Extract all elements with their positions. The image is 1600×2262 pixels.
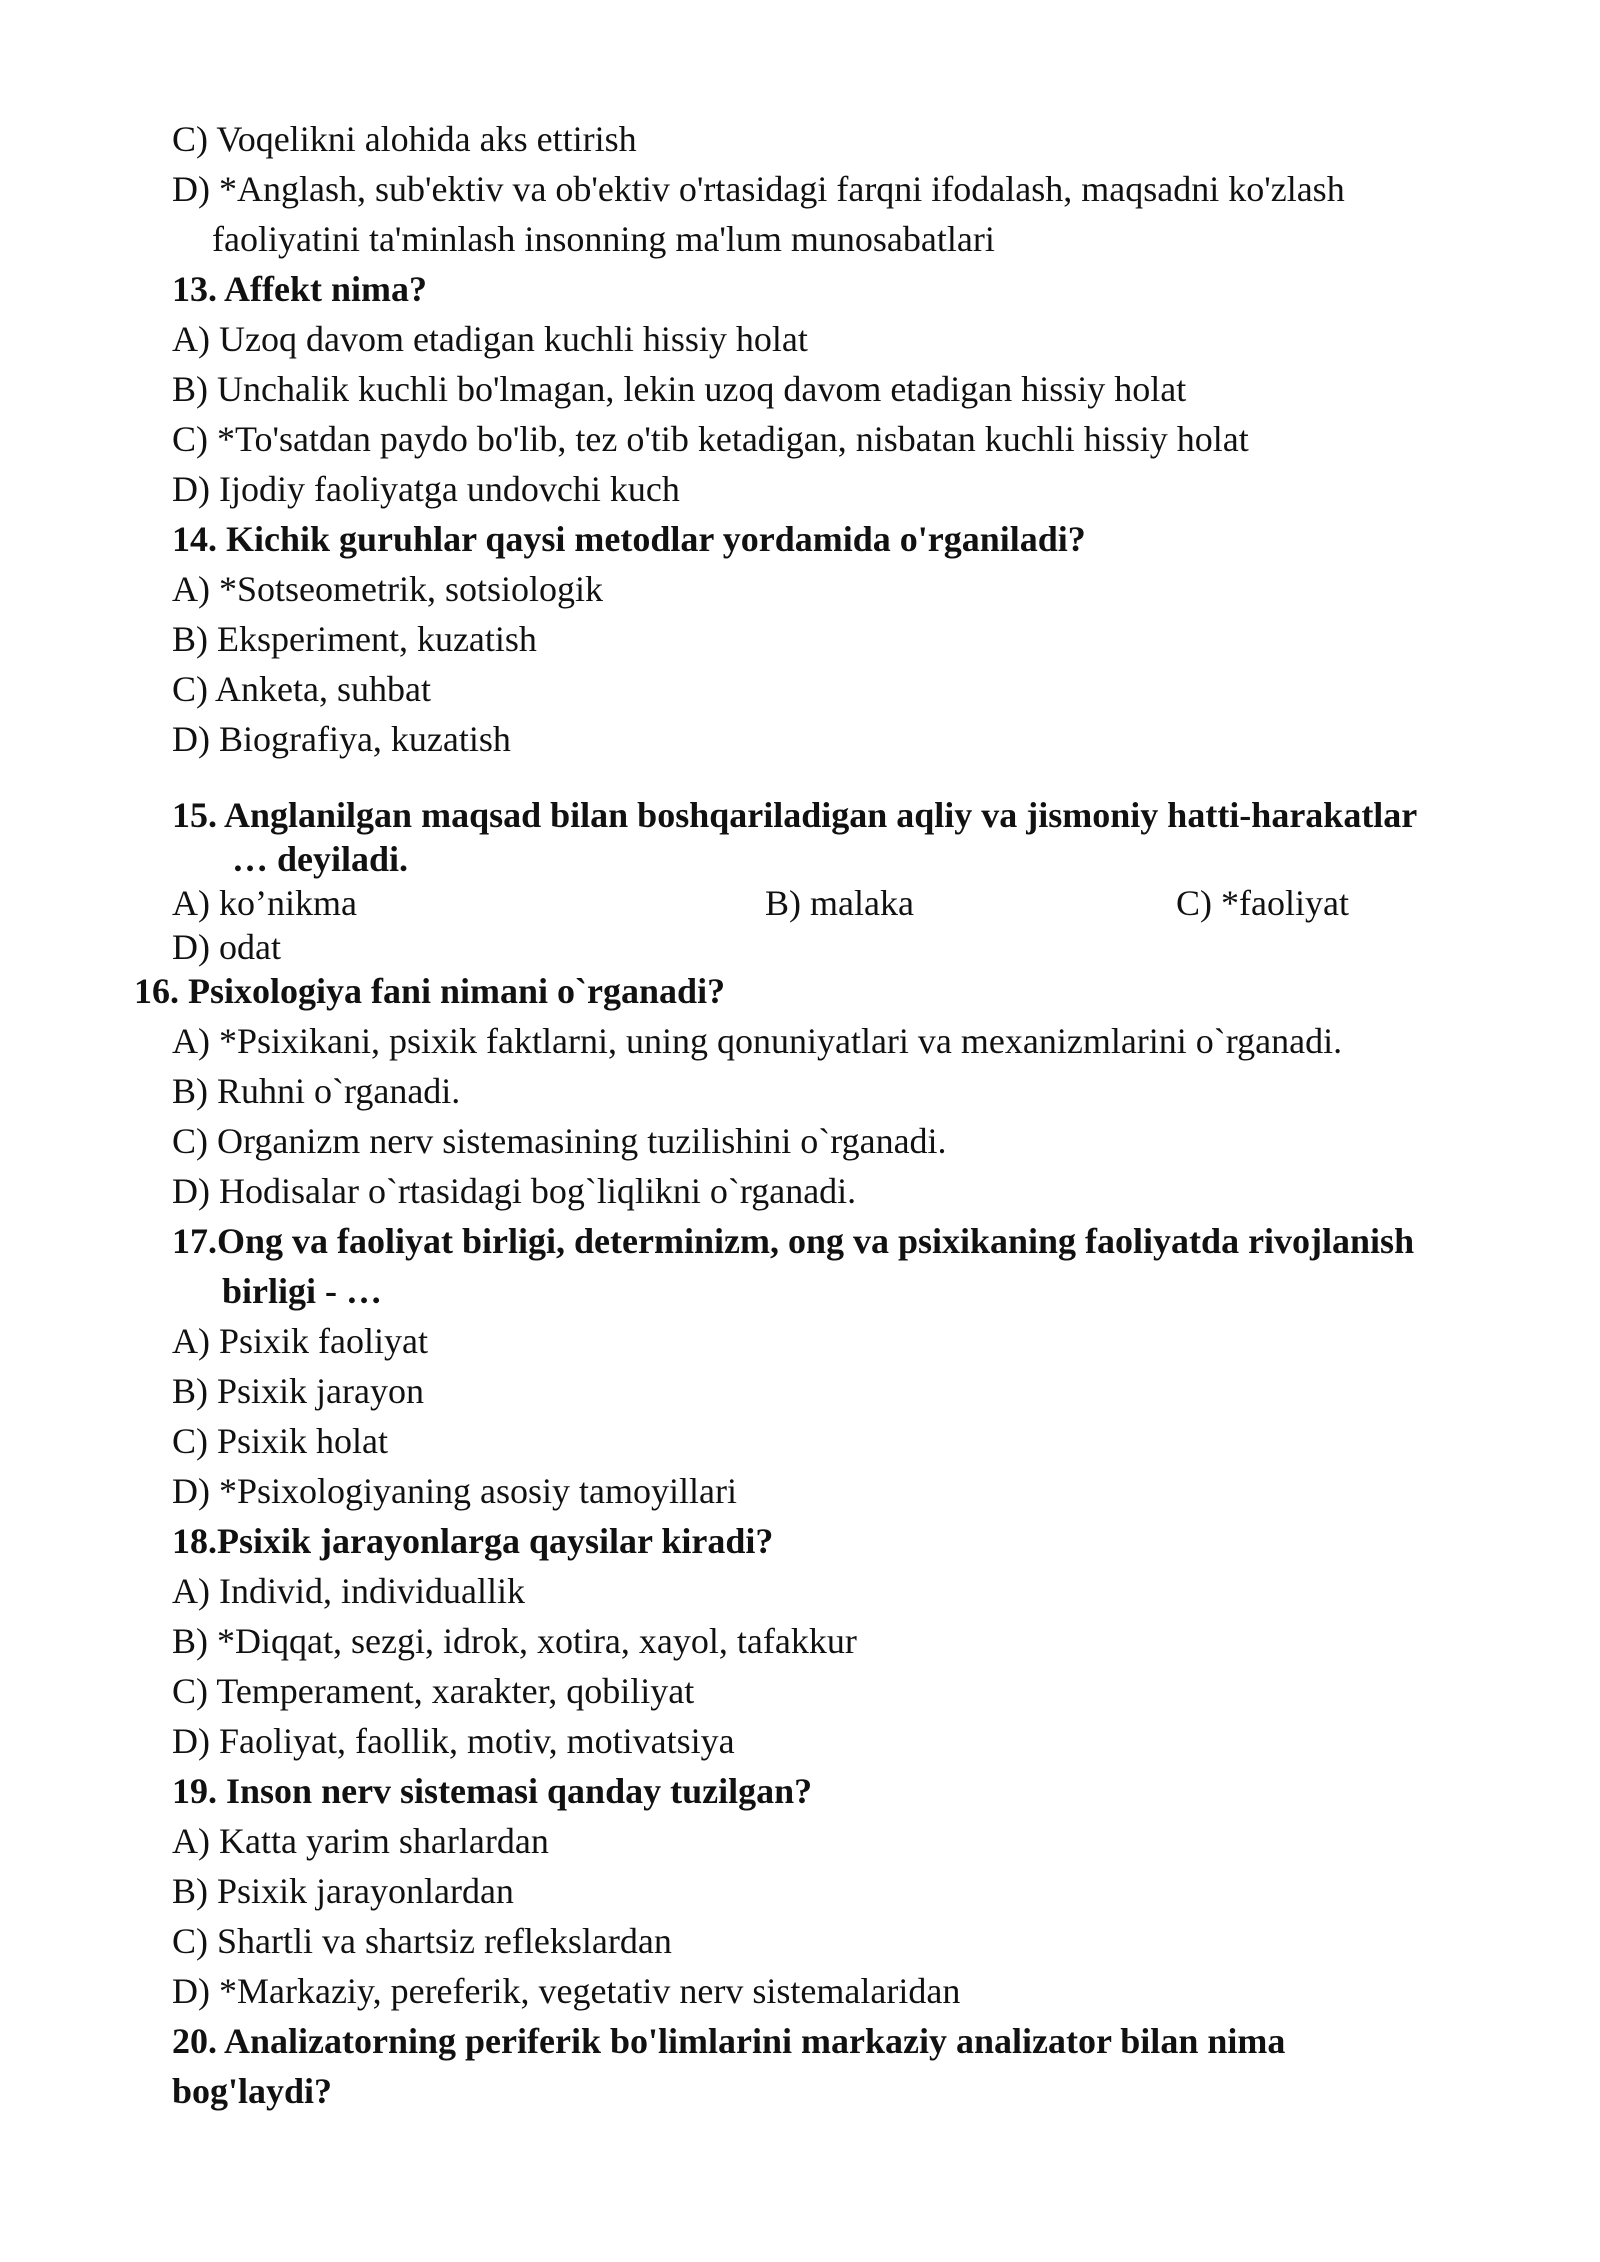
q14-option-a: A) *Sotseometrik, sotsiologik xyxy=(172,569,603,609)
q16-option-a: A) *Psixikani, psixik faktlarni, uning qonuniyatlari va mexanizmlarini o`rganadi. xyxy=(172,1021,1343,1061)
question-16: 16. Psixologiya fani nimani o`rganadi? xyxy=(134,971,726,1011)
q13-option-d: D) Ijodiy faoliyatga undovchi kuch xyxy=(172,469,680,509)
q16-option-b: B) Ruhni o`rganadi. xyxy=(172,1071,461,1111)
q14-option-d: D) Biografiya, kuzatish xyxy=(172,719,511,759)
q17-option-a: A) Psixik faoliyat xyxy=(172,1321,428,1361)
q17-option-d: D) *Psixologiyaning asosiy tamoyillari xyxy=(172,1471,737,1511)
question-18: 18.Psixik jarayonlarga qaysilar kiradi? xyxy=(172,1521,774,1561)
question-19: 19. Inson nerv sistemasi qanday tuzilgan? xyxy=(172,1771,813,1811)
question-17-continued: birligi - … xyxy=(222,1271,382,1311)
q17-option-c: C) Psixik holat xyxy=(172,1421,389,1461)
q17-option-b: B) Psixik jarayon xyxy=(172,1371,424,1411)
q15-option-b: B) malaka xyxy=(765,883,914,923)
q12-option-c: C) Voqelikni alohida aks ettirish xyxy=(172,119,637,159)
q19-option-a: A) Katta yarim sharlardan xyxy=(172,1821,549,1861)
q18-option-a: A) Individ, individuallik xyxy=(172,1571,525,1611)
q15-option-d: D) odat xyxy=(172,927,281,967)
q13-option-c: C) *To'satdan paydo bo'lib, tez o'tib ketadigan, nisbatan kuchli hissiy holat xyxy=(172,419,1249,459)
q18-option-b: B) *Diqqat, sezgi, idrok, xotira, xayol, tafakkur xyxy=(172,1621,857,1661)
q13-option-a: A) Uzoq davom etadigan kuchli hissiy holat xyxy=(172,319,808,359)
q16-option-c: C) Organizm nerv sistemasining tuzilishini o`rganadi. xyxy=(172,1121,947,1161)
q19-option-b: B) Psixik jarayonlardan xyxy=(172,1871,514,1911)
q19-option-d: D) *Markaziy, pereferik, vegetativ nerv sistemalaridan xyxy=(172,1971,961,2011)
q18-option-d: D) Faoliyat, faollik, motiv, motivatsiya xyxy=(172,1721,735,1761)
q18-option-c: C) Temperament, xarakter, qobiliyat xyxy=(172,1671,695,1711)
q19-option-c: C) Shartli va shartsiz reflekslardan xyxy=(172,1921,672,1961)
q14-option-b: B) Eksperiment, kuzatish xyxy=(172,619,537,659)
q12-option-d-continued: faoliyatini ta'minlash insonning ma'lum munosabatlari xyxy=(212,219,995,259)
question-20-continued: bog'laydi? xyxy=(172,2071,333,2111)
q12-option-d: D) *Anglash, sub'ektiv va ob'ektiv o'rtasidagi farqni ifodalash, maqsadni ko'zlash xyxy=(172,169,1345,209)
q15-option-c: C) *faoliyat xyxy=(1176,883,1349,923)
question-13: 13. Affekt nima? xyxy=(172,269,427,309)
q16-option-d: D) Hodisalar o`rtasidagi bog`liqlikni o`rganadi. xyxy=(172,1171,857,1211)
question-15: 15. Anglanilgan maqsad bilan boshqariladigan aqliy va jismoniy hatti-harakatlar xyxy=(172,795,1418,835)
question-15-continued: … deyiladi. xyxy=(232,839,409,879)
q15-option-a: A) ko’nikma xyxy=(172,883,357,923)
question-20: 20. Analizatorning periferik bo'limlarini markaziy analizator bilan nima xyxy=(172,2021,1286,2061)
q14-option-c: C) Anketa, suhbat xyxy=(172,669,431,709)
question-17: 17.Ong va faoliyat birligi, determinizm, ong va psixikaning faoliyatda rivojlanish xyxy=(172,1221,1415,1261)
question-14: 14. Kichik guruhlar qaysi metodlar yordamida o'rganiladi? xyxy=(172,519,1086,559)
q13-option-b: B) Unchalik kuchli bo'lmagan, lekin uzoq davom etadigan hissiy holat xyxy=(172,369,1187,409)
